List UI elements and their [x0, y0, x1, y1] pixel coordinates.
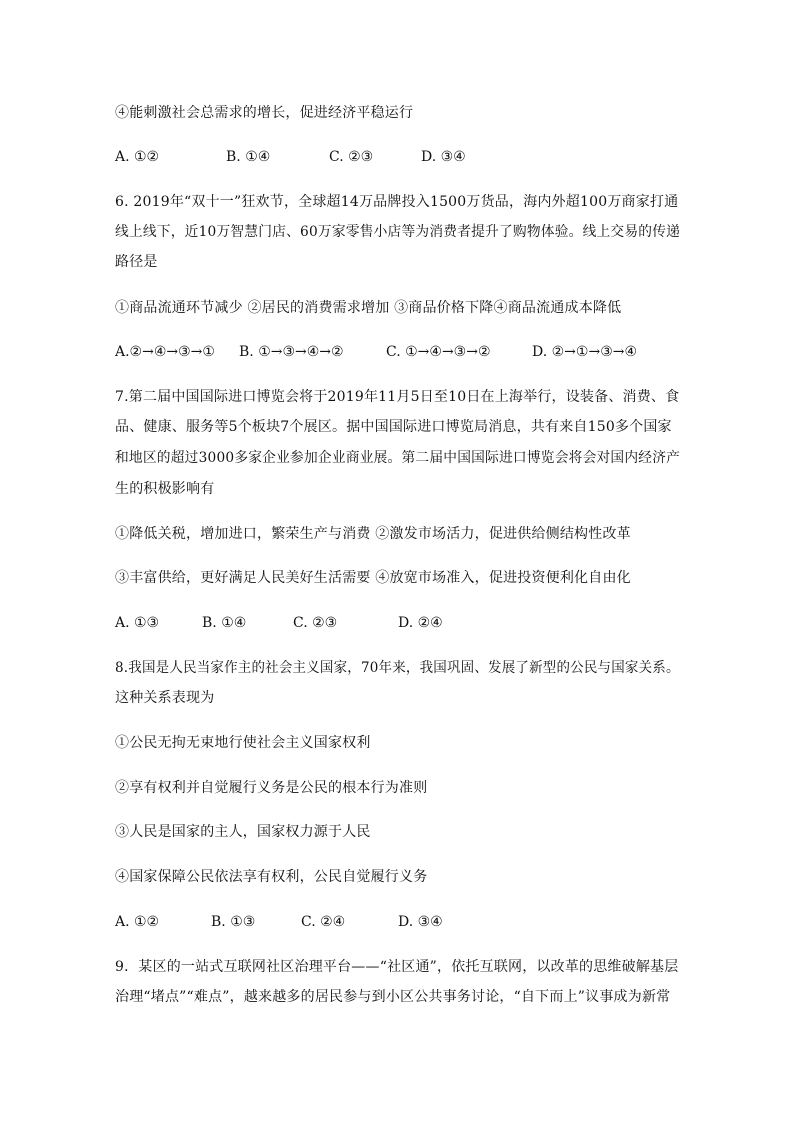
- q7-items-row-1: ①降低关税，增加进口，繁荣生产与消费 ②激发市场活力，促进供给侧结构性改革: [115, 526, 631, 542]
- q8-option-a: A. ①②: [115, 914, 160, 930]
- q8-item-3: ③人民是国家的主人，国家权力源于人民: [115, 824, 371, 840]
- q5-option-a: A. ①②: [115, 149, 160, 165]
- q5-item-4: ④能刺激社会总需求的增长，促进经济平稳运行: [115, 105, 414, 121]
- q7-option-c: C. ②③: [293, 615, 338, 631]
- q6-stem-line-2: 线上线下，近10万智慧门店、60万家零售小店等为消费者提升了购物体验。线上交易的传递: [115, 224, 681, 240]
- q8-item-4: ④国家保障公民依法享有权利，公民自觉履行义务: [115, 869, 428, 885]
- q7-items-row-2: ③丰富供给，更好满足人民美好生活需要 ④放宽市场准入，促进投资便利化自由化: [115, 570, 631, 586]
- q8-option-d: D. ③④: [398, 914, 443, 930]
- q7-option-a: A. ①③: [115, 615, 160, 631]
- q5-option-d: D. ③④: [421, 149, 466, 165]
- q9-stem-line-1: 9．某区的一站式互联网社区治理平台——“社区通”，依托互联网，以改革的思维破解基层: [115, 959, 679, 975]
- q7-stem-line-1: 7.第二届中国国际进口博览会将于2019年11月5日至10日在上海举行，设装备、消费、食: [115, 389, 680, 405]
- q6-option-b: B. ①→③→④→②: [239, 344, 344, 360]
- q8-option-b: B. ①③: [211, 914, 256, 930]
- q6-option-c: C. ①→④→③→②: [386, 344, 491, 360]
- q6-stem-line-3: 路径是: [115, 254, 158, 270]
- q7-option-b: B. ①④: [202, 615, 247, 631]
- q7-stem-line-3: 和地区的超过3000多家企业参加企业商业展。第二届中国国际进口博览会将会对国内经济产: [115, 450, 681, 466]
- q8-stem-line-1: 8.我国是人民当家作主的社会主义国家，70年来，我国巩固、发展了新型的公民与国家关系。: [115, 660, 680, 676]
- q6-items: ①商品流通环节减少 ②居民的消费需求增加 ③商品价格下降④商品流通成本降低: [115, 300, 622, 316]
- q8-option-c: C. ②④: [301, 914, 346, 930]
- q7-stem-line-4: 生的积极影响有: [115, 481, 215, 497]
- q7-stem-line-2: 品、健康、服务等5个板块7个展区。据中国国际进口博览局消息，共有来自150多个国家: [115, 419, 672, 435]
- q7-option-d: D. ②④: [398, 615, 443, 631]
- q6-stem-line-1: 6. 2019年“双十一”狂欢节，全球超14万品牌投入1500万货品，海内外超100万商家打通: [115, 194, 679, 210]
- q5-option-b: B. ①④: [226, 149, 271, 165]
- q5-option-c: C. ②③: [329, 149, 374, 165]
- q8-stem-line-2: 这种关系表现为: [115, 690, 215, 706]
- q8-item-2: ②享有权利并自觉履行义务是公民的根本行为准则: [115, 780, 428, 796]
- q6-option-d: D. ②→①→③→④: [532, 344, 638, 360]
- q6-option-a: A.②→④→③→①: [115, 344, 215, 360]
- q9-stem-line-2: 治理“堵点”“难点”，越来越多的居民参与到小区公共事务讨论，“自下而上”议事成为新常: [115, 989, 671, 1005]
- q8-item-1: ①公民无拘无束地行使社会主义国家权利: [115, 735, 371, 751]
